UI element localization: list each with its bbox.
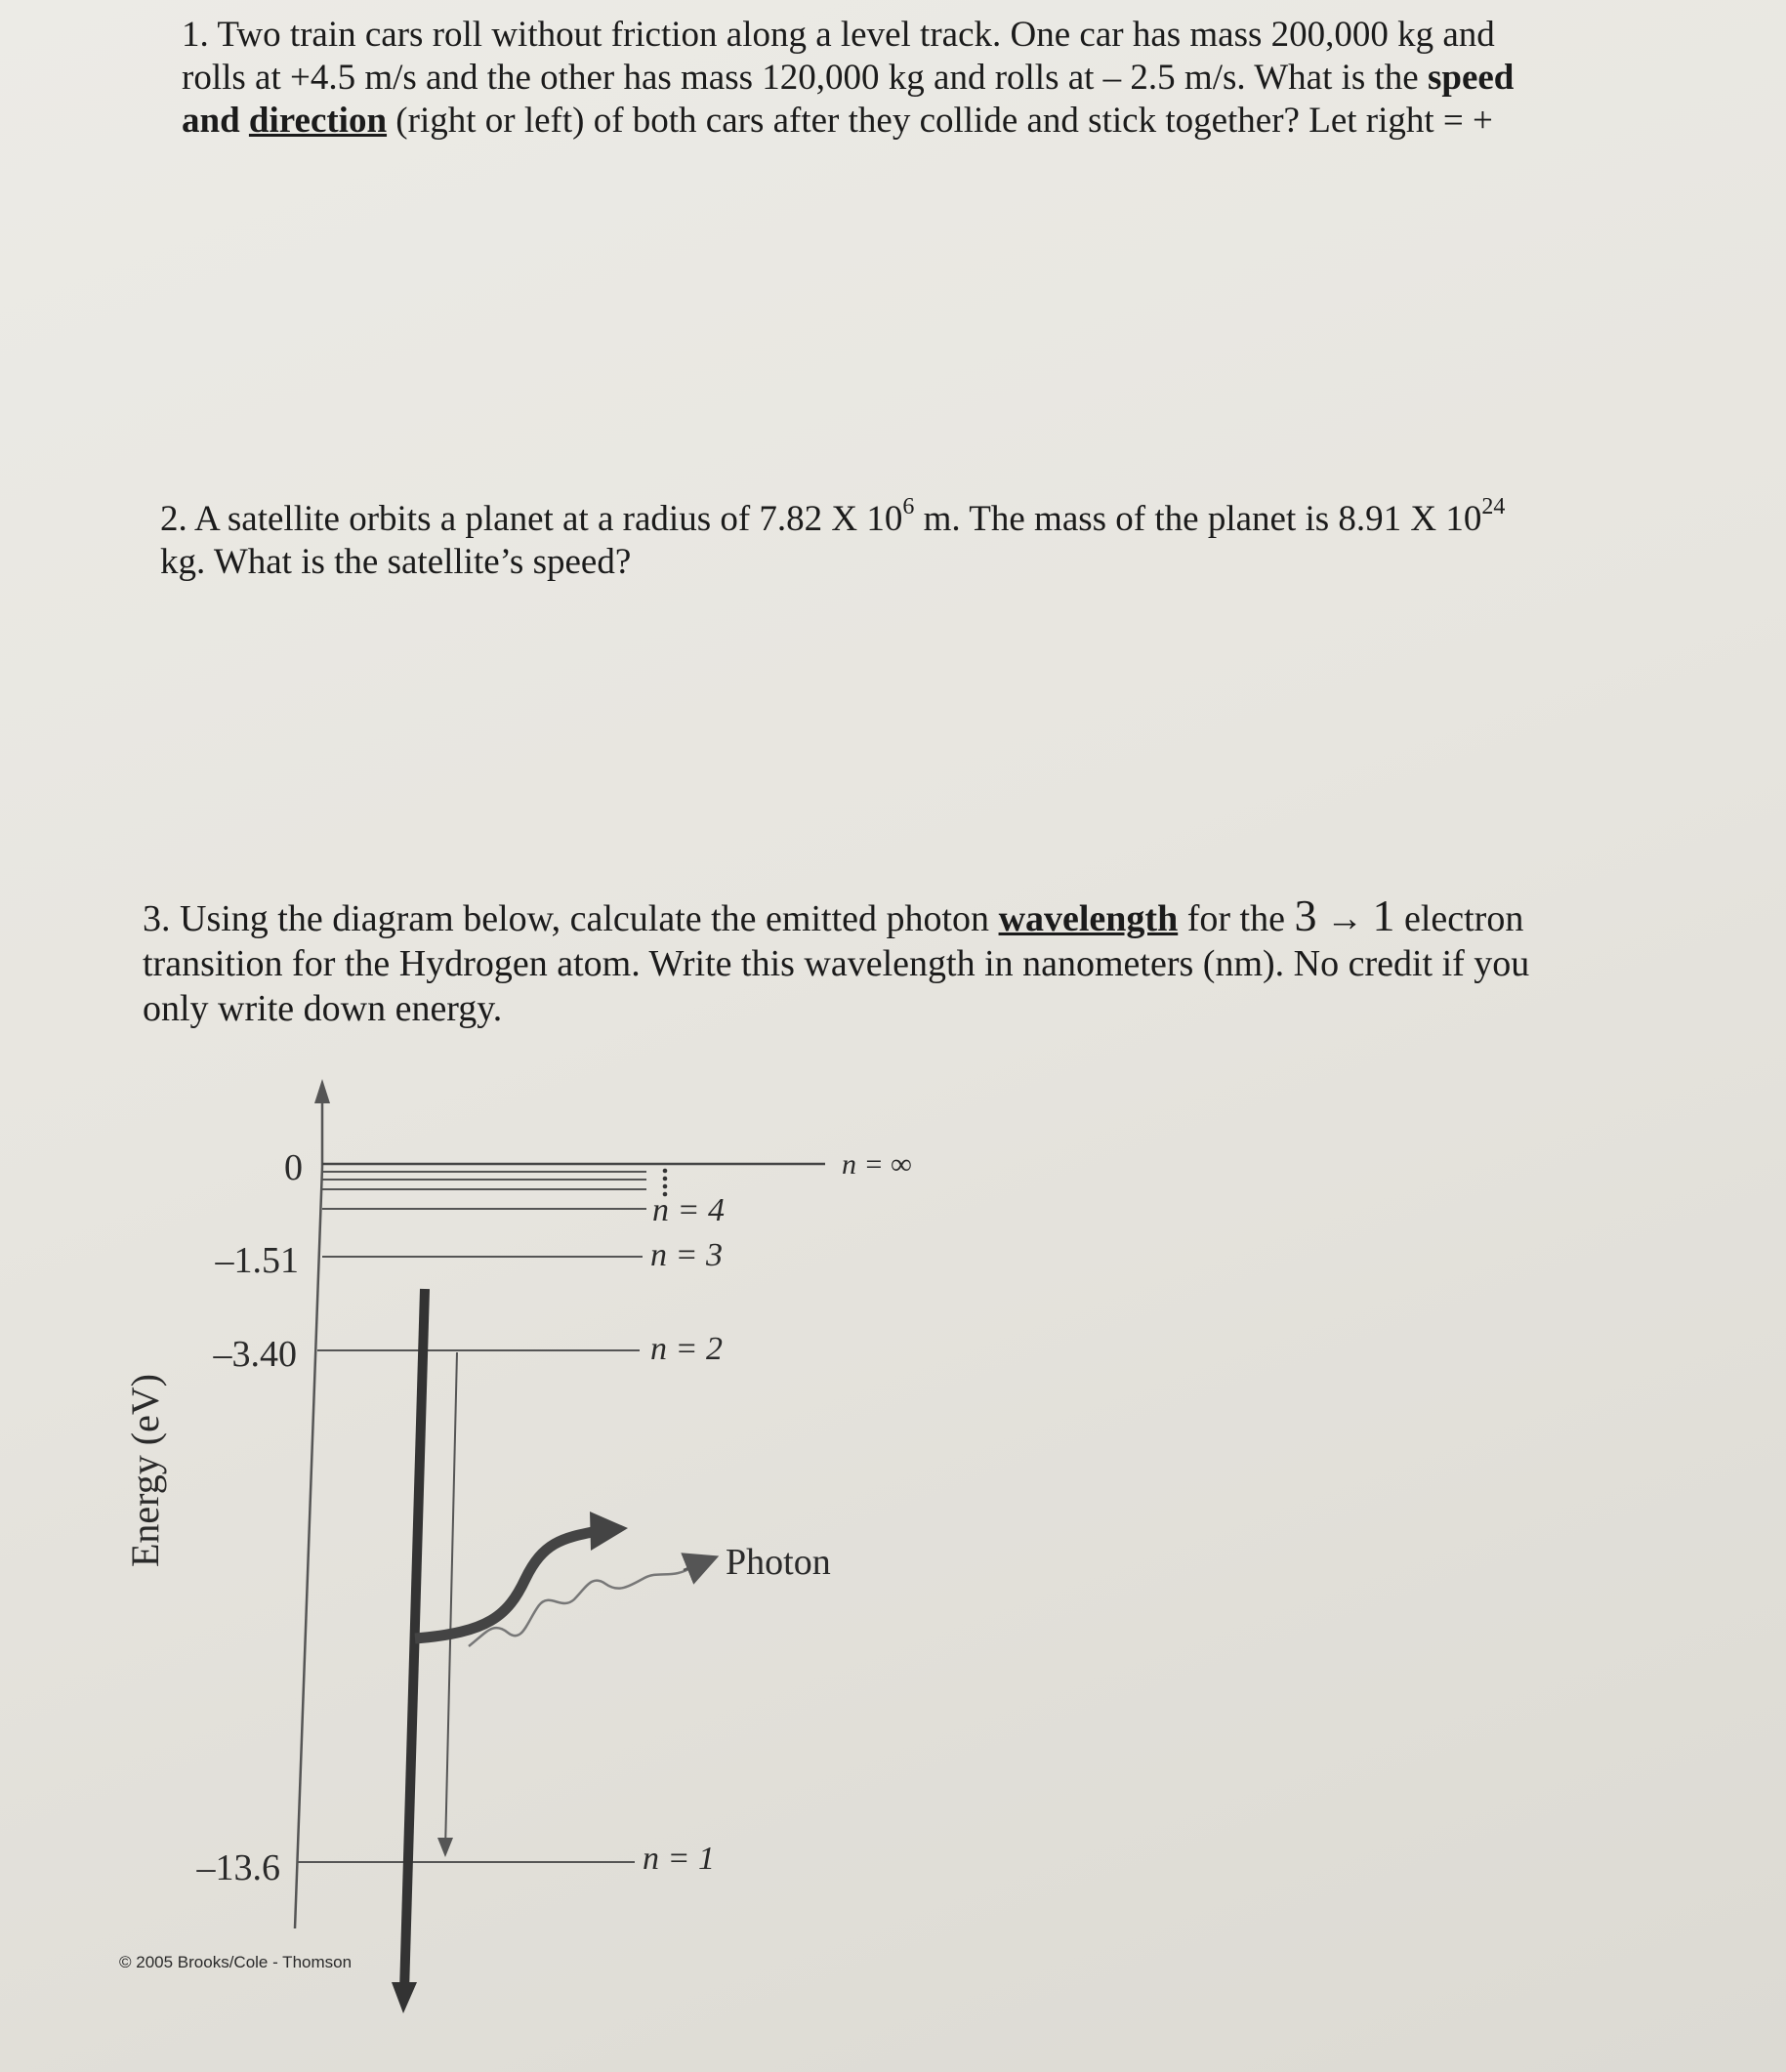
transition-from: 3 (1294, 891, 1317, 940)
question-2-line-2: kg. What is the satellite’s speed? (160, 542, 632, 582)
ellipsis-dot (663, 1184, 668, 1189)
curved-arrow-head (590, 1512, 628, 1551)
n-label-4: n = 4 (652, 1192, 725, 1228)
question-3-line-1-text: 3. Using the diagram below, calculate the emitted photon (143, 898, 999, 939)
question-2-line-1-mid: m. The mass of the planet is 8.91 X 10 (914, 499, 1482, 539)
transition-arrowhead (437, 1838, 453, 1857)
energy-label-n3: –1.51 (215, 1240, 299, 1281)
and-keyword: and (182, 101, 249, 141)
question-1-line-2-text: rolls at +4.5 m/s and the other has mass 120,000 kg and rolls at – 2.5 m/s. What is the (182, 58, 1428, 98)
energy-label-n1: –13.6 (196, 1847, 280, 1888)
question-3-line-1-end: electron (1394, 898, 1524, 939)
question-1-line-3-text: (right or left) of both cars after they collide and stick together? Let right = + (387, 101, 1493, 141)
photon-arrowhead (684, 1562, 703, 1570)
n-label-infinity: n = ∞ (842, 1148, 912, 1181)
n-label-3: n = 3 (650, 1237, 723, 1273)
n-label-1: n = 1 (643, 1841, 715, 1877)
radius-exponent: 6 (902, 493, 915, 519)
energy-label-0: 0 (284, 1147, 303, 1188)
question-1-line-1: 1. Two train cars roll without friction along a level track. One car has mass 200,000 kg and (182, 15, 1495, 55)
question-2-line-1-text: 2. A satellite orbits a planet at a radius of 7.82 X 10 (160, 499, 903, 539)
y-axis-label: Energy (eV) (123, 1373, 167, 1567)
photon-label: Photon (726, 1542, 831, 1583)
question-3-line-2: transition for the Hydrogen atom. Write this wavelength in nanometers (nm). No credit if you (143, 943, 1530, 984)
transition-to: 1 (1372, 891, 1395, 940)
energy-axis (295, 1167, 322, 1928)
ellipsis-dot (663, 1177, 668, 1181)
copyright-notice: © 2005 Brooks/Cole - Thomson (119, 1953, 353, 1971)
energy-axis-arrowhead (314, 1079, 330, 1103)
thick-arrow-head (392, 1982, 417, 2013)
question-3-line-1-mid: for the (1178, 898, 1295, 939)
transition-arrow-line (445, 1352, 457, 1850)
curved-arrow (415, 1531, 598, 1638)
n-label-2: n = 2 (650, 1331, 723, 1367)
question-3-line-3: only write down energy. (143, 988, 503, 1029)
wavelength-keyword: wavelength (998, 898, 1179, 939)
ellipsis-dot (663, 1169, 668, 1174)
speed-keyword: speed (1427, 58, 1515, 98)
transition-arrow: → (1316, 898, 1373, 939)
mass-exponent: 24 (1481, 493, 1506, 519)
direction-keyword: direction (248, 101, 388, 141)
energy-label-n2: –3.40 (213, 1334, 297, 1375)
